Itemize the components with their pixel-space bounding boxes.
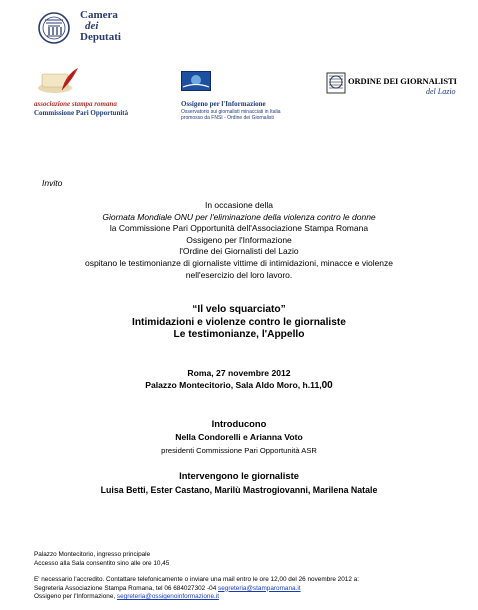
asr-name: associazione stampa romana <box>34 100 117 108</box>
stampa-romana-email-link[interactable]: segreteria@stamparomana.it <box>218 584 301 592</box>
title-line-2: Intimidazioni e violenze contro le giornaliste <box>132 316 346 328</box>
intro-names: Nella Condorelli e Arianna Voto <box>175 432 303 442</box>
ossigeno-desc-2: promosso da FNSI - Ordine dei Giornalisti <box>181 115 274 121</box>
ordine-title: ORDINE DEI GIORNALISTI <box>348 76 457 86</box>
footer-line-4-text: Segreteria Associazione Stampa Romana, tel 06 684027302 -04 <box>34 584 219 592</box>
footer-line-5-text: Ossigeno per l'Informazione, <box>34 593 117 601</box>
invitation-line-6: ospitano le testimonianze di giornaliste vittime di intimidazioni, minacce e violenze <box>84 257 394 268</box>
camera-line-2: dei <box>85 20 99 32</box>
invitation-line-5: l'Ordine dei Giornalisti del Lazio <box>179 246 299 257</box>
ordine-subtitle: del Lazio <box>426 87 456 96</box>
ordine-giornalisti-logo <box>325 70 347 96</box>
footer-accreditation <box>34 576 359 602</box>
ossigeno-email-link[interactable]: segreteria@ossigenoinformazione.it <box>116 593 219 601</box>
title-line-3: Le testimonianze, l'Appello <box>173 329 305 340</box>
asr-quill-logo <box>34 66 80 96</box>
invitation-paragraph <box>0 200 478 281</box>
event-place-text: Palazzo Montecitorio, Sala Aldo Moro, h.11, <box>145 380 322 390</box>
footer-line-4 <box>34 585 359 594</box>
camera-line-3: Deputati <box>80 31 121 43</box>
camera-line-1: Camera <box>80 9 118 21</box>
intro-role: presidenti Commissione Pari Opportunità ASR <box>161 446 317 455</box>
event-title <box>0 304 478 342</box>
footer-line-1: Palazzo Montecitorio, ingresso principale <box>34 551 151 558</box>
event-place <box>0 379 478 392</box>
ossigeno-logo <box>181 71 211 91</box>
footer-venue <box>34 551 169 568</box>
invitation-line-2: Giornata Mondiale ONU per l'eliminazione della violenza contro le donne <box>102 211 376 222</box>
footer-line-3: E' necessario l'accredito. Contattare telefonicamente o inviare una mail entro le ore 12,00 del 26 novembre 2012 a: <box>34 576 360 583</box>
asr-commission <box>34 109 128 118</box>
title-line-1: “Il velo squarciato” <box>192 304 286 315</box>
event-details <box>0 367 478 392</box>
camera-deputati-name <box>80 10 121 43</box>
asr-label <box>34 100 128 118</box>
asr-commission-prefix: Commissione <box>34 109 75 117</box>
event-date: Roma, 27 novembre 2012 <box>187 368 291 378</box>
ossigeno-desc-1: Osservatorio sui giornalisti minacciati in Italia <box>181 109 281 115</box>
footer-line-2: Accesso alla Sala consentito sino alle ore 10,45 <box>34 559 170 567</box>
camera-deputati-logo <box>34 10 74 46</box>
event-time-tail: 00 <box>321 380 333 391</box>
asr-commission-suffix: Pari Opportunità <box>75 109 129 117</box>
invitation-line-4: Ossigeno per l'Informazione <box>186 234 292 245</box>
invito-label: Invito <box>42 178 63 188</box>
footer-line-5 <box>34 593 359 602</box>
invitation-line-1: In occasione della <box>204 200 274 210</box>
speakers-names: Luisa Betti, Ester Castano, Marilù Mastrogiovanni, Marilena Natale <box>100 485 378 495</box>
ossigeno-label <box>181 99 280 121</box>
ossigeno-name: Ossigeno per l'Informazione <box>181 100 266 108</box>
intro-heading: Introducono <box>211 418 267 429</box>
invitation-line-7: nell'esercizio del loro lavoro. <box>185 269 293 280</box>
invitation-line-3: la Commissione Pari Opportunità dell'Associazione Stampa Romana <box>109 223 369 234</box>
speakers-heading: Intervengono le giornaliste <box>179 470 299 481</box>
